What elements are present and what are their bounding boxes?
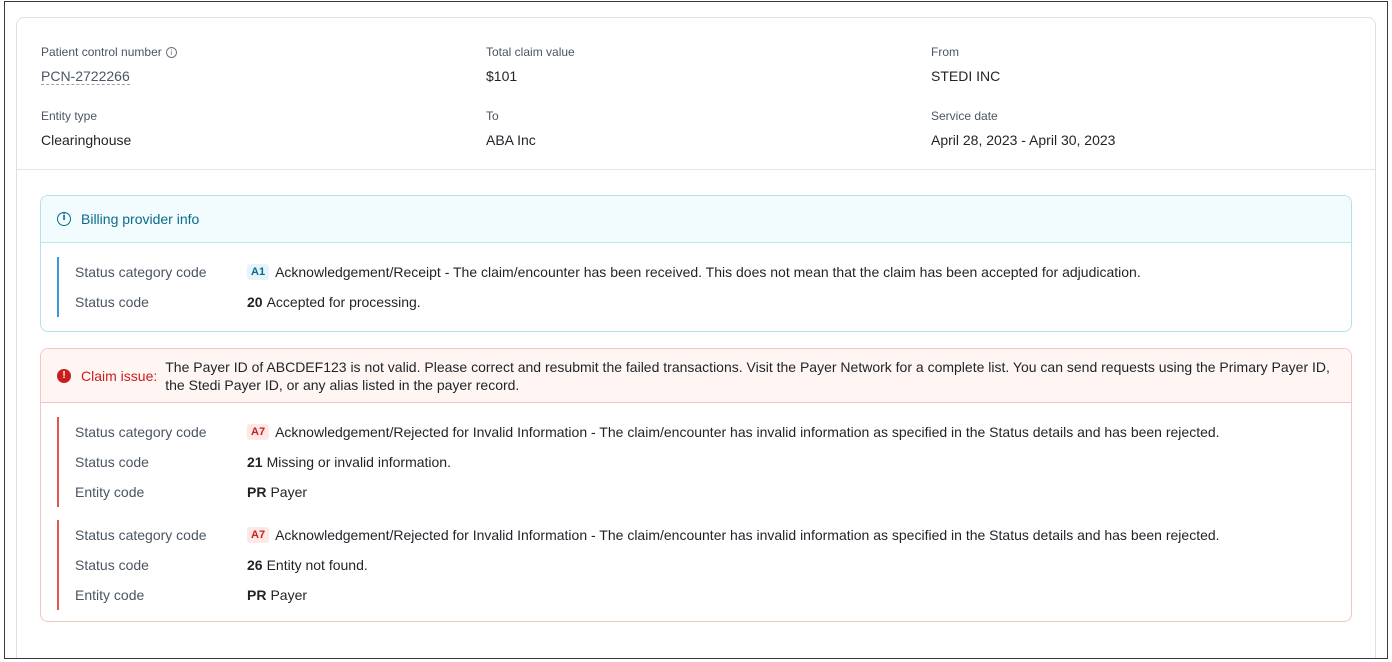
from-value: STEDI INC bbox=[931, 68, 1001, 84]
total-claim-value-field bbox=[486, 44, 575, 86]
to-field bbox=[486, 108, 536, 150]
status-category-row bbox=[75, 417, 1351, 447]
claim-status-card bbox=[16, 17, 1376, 659]
service-date-label: Service date bbox=[931, 109, 998, 123]
info-icon[interactable]: i bbox=[166, 47, 177, 58]
billing-status-group bbox=[57, 257, 1351, 317]
claim-issue-status-group bbox=[57, 417, 1351, 507]
info-circle-icon: i bbox=[57, 212, 71, 226]
status-code-label: Status code bbox=[75, 557, 149, 573]
status-code-label: Status code bbox=[75, 294, 149, 310]
status-code-number: 20 bbox=[247, 294, 263, 310]
claim-issue-status-group bbox=[57, 520, 1351, 610]
status-category-text: Acknowledgement/Receipt - The claim/encounter has been received. This does not mean that the claim has been accepted for adjudication. bbox=[275, 264, 1141, 280]
status-category-badge: A7 bbox=[247, 424, 269, 440]
status-code-row bbox=[75, 287, 1351, 317]
billing-provider-panel bbox=[40, 195, 1352, 332]
status-category-text: Acknowledgement/Rejected for Invalid Information - The claim/encounter has invalid information as specified in the Status details and has been rejected. bbox=[275, 527, 1220, 543]
claim-issue-header bbox=[41, 349, 1351, 403]
alert-circle-icon: ! bbox=[57, 369, 71, 383]
patient-control-number-field bbox=[41, 44, 177, 86]
entity-type-label: Entity type bbox=[41, 109, 98, 123]
entity-code-row bbox=[75, 477, 1351, 507]
claim-issue-panel bbox=[40, 348, 1352, 622]
total-claim-value-label: Total claim value bbox=[486, 45, 575, 59]
status-category-badge: A7 bbox=[247, 527, 269, 543]
entity-code-text: Payer bbox=[270, 484, 308, 500]
service-date-field bbox=[931, 108, 1115, 150]
status-category-label: Status category code bbox=[75, 527, 207, 543]
status-code-text: Entity not found. bbox=[266, 557, 368, 573]
window-frame bbox=[4, 1, 1388, 659]
service-date-value: April 28, 2023 - April 30, 2023 bbox=[931, 132, 1116, 148]
billing-provider-title: Billing provider info bbox=[81, 211, 200, 227]
status-code-text: Accepted for processing. bbox=[266, 294, 421, 310]
status-code-number: 26 bbox=[247, 557, 263, 573]
from-label: From bbox=[931, 45, 959, 59]
patient-control-number-label: Patient control number bbox=[41, 45, 162, 59]
entity-code-label: Entity code bbox=[75, 484, 145, 500]
status-code-row bbox=[75, 447, 1351, 477]
from-field bbox=[931, 44, 1000, 86]
to-value: ABA Inc bbox=[486, 132, 536, 148]
entity-type-field bbox=[41, 108, 131, 150]
status-category-badge: A1 bbox=[247, 264, 269, 280]
status-category-label: Status category code bbox=[75, 424, 207, 440]
entity-code-label: Entity code bbox=[75, 587, 145, 603]
status-category-row bbox=[75, 520, 1351, 550]
to-label: To bbox=[486, 109, 499, 123]
entity-type-value: Clearinghouse bbox=[41, 132, 132, 148]
status-category-row bbox=[75, 257, 1351, 287]
status-code-number: 21 bbox=[247, 454, 263, 470]
claim-issue-message: The Payer ID of ABCDEF123 is not valid. Please correct and resubmit the failed transactions. Visit the Payer Network for a complete list. You can send requests using the Primary Payer ID, the Stedi Payer ID, or any alias listed in the payer record. bbox=[165, 358, 1330, 393]
entity-code-text: Payer bbox=[270, 587, 308, 603]
entity-code-row bbox=[75, 580, 1351, 610]
total-claim-value: $101 bbox=[486, 68, 518, 84]
entity-code-value: PR bbox=[247, 587, 267, 603]
entity-code-value: PR bbox=[247, 484, 267, 500]
status-category-text: Acknowledgement/Rejected for Invalid Information - The claim/encounter has invalid information as specified in the Status details and has been rejected. bbox=[275, 424, 1220, 440]
status-category-label: Status category code bbox=[75, 264, 207, 280]
claim-summary bbox=[17, 18, 1375, 170]
billing-provider-header bbox=[41, 196, 1351, 243]
claim-issue-label: Claim issue: bbox=[81, 367, 158, 384]
status-code-label: Status code bbox=[75, 454, 149, 470]
patient-control-number-value[interactable]: PCN-2722266 bbox=[41, 68, 130, 84]
status-code-text: Missing or invalid information. bbox=[266, 454, 451, 470]
status-code-row bbox=[75, 550, 1351, 580]
